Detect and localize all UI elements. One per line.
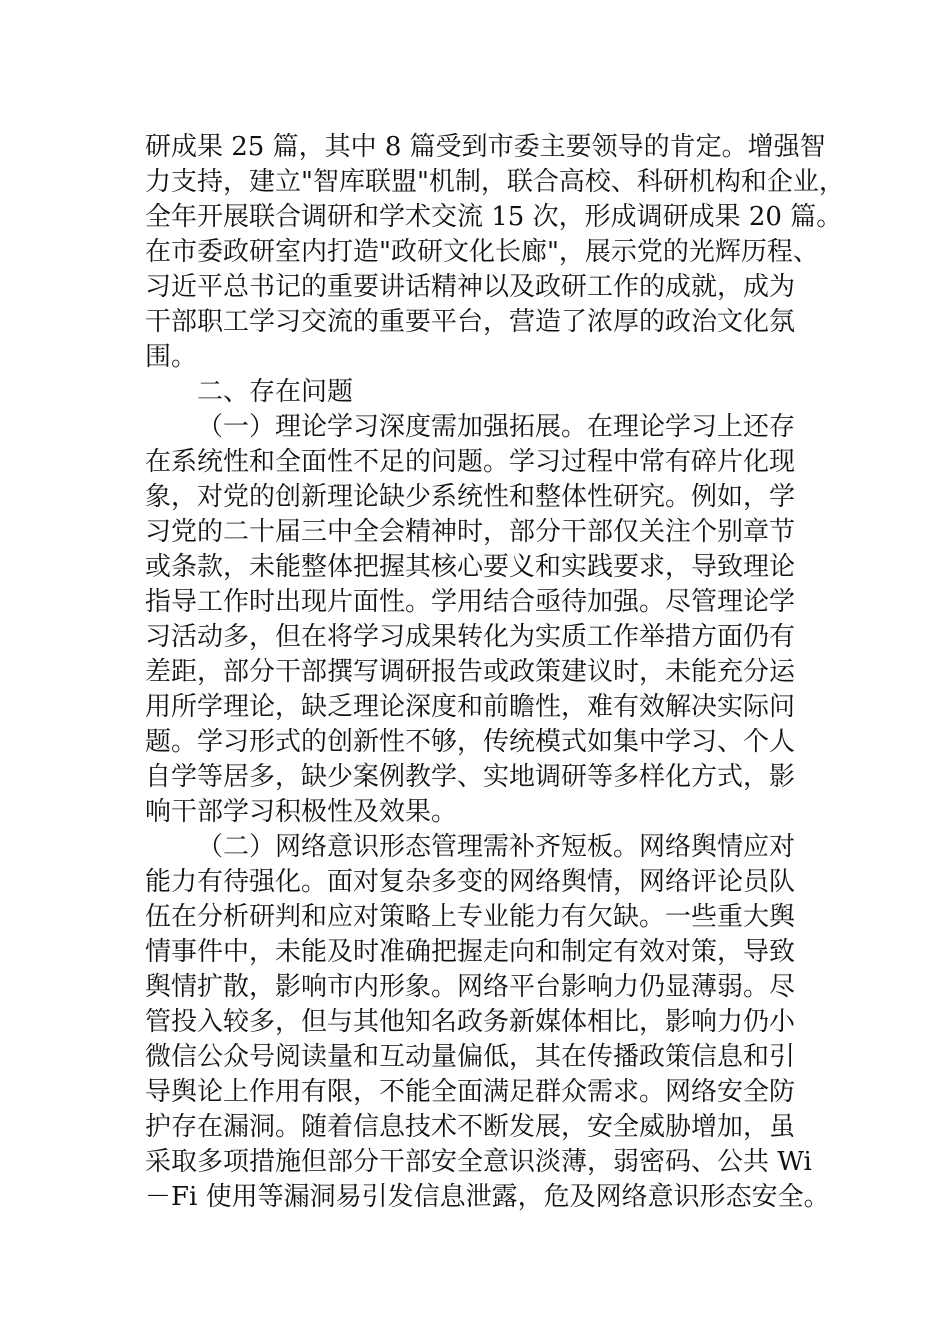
text-line: 差距，部分干部撰写调研报告或政策建议时，未能充分运 [145,657,796,687]
text-line: 自学等居多，缺少案例教学、实地调研等多样化方式，影 [145,762,796,792]
text-line: 题。学习形式的创新性不够，传统模式如集中学习、个人 [145,727,796,757]
text-line: －Fi 使用等漏洞易引发信息泄露，危及网络意识形态安全。 [145,1182,830,1212]
text-line: 指导工作时出现片面性。学用结合亟待加强。尽管理论学 [145,587,796,617]
text-line: 全年开展联合调研和学术交流 15 次，形成调研成果 20 篇。 [145,202,843,232]
text-line: 在系统性和全面性不足的问题。学习过程中常有碎片化现 [145,447,796,477]
text-line: 习党的二十届三中全会精神时，部分干部仅关注个别章节 [145,517,796,547]
text-line: 在市委政研室内打造"政研文化长廊"，展示党的光辉历程、 [145,237,819,267]
paragraph-achievements [145,130,845,375]
paragraph-network-ideology [145,830,830,1215]
text-line: 用所学理论，缺乏理论深度和前瞻性，难有效解决实际问 [145,692,796,722]
text-line: 力支持，建立"智库联盟"机制，联合高校、科研机构和企业， [145,167,845,197]
text-line: 微信公众号阅读量和互动量偏低，其在传播政策信息和引 [145,1042,796,1072]
text-line: 管投入较多，但与其他知名政务新媒体相比，影响力仍小 [145,1007,796,1037]
section-heading: 二、存在问题 [197,377,354,407]
text-line: 护存在漏洞。随着信息技术不断发展，安全威胁增加，虽 [145,1112,796,1142]
text-line: 响干部学习积极性及效果。 [145,797,458,827]
text-line: 采取多项措施但部分干部安全意识淡薄，弱密码、公共 Wi [145,1147,812,1177]
paragraph-theory-study [145,410,825,830]
text-line: 习近平总书记的重要讲话精神以及政研工作的成就，成为 [145,272,796,302]
text-line: 象，对党的创新理论缺少系统性和整体性研究。例如，学 [145,482,796,512]
text-line: 研成果 25 篇，其中 8 篇受到市委主要领导的肯定。增强智 [145,132,826,162]
text-line: 围。 [145,342,198,372]
subsection-heading-line: （二）网络意识形态管理需补齐短板。网络舆情应对 [197,832,796,862]
text-line: 导舆论上作用有限，不能全面满足群众需求。网络安全防 [145,1077,796,1107]
text-line: 习活动多，但在将学习成果转化为实质工作举措方面仍有 [145,622,796,652]
text-line: 干部职工学习交流的重要平台，营造了浓厚的政治文化氛 [145,307,796,337]
document-page [145,130,845,1215]
text-line: 情事件中，未能及时准确把握走向和制定有效对策，导致 [145,937,796,967]
text-line: 或条款，未能整体把握其核心要义和实践要求，导致理论 [145,552,796,582]
text-line: 舆情扩散，影响市内形象。网络平台影响力仍显薄弱。尽 [145,972,796,1002]
subsection-heading-line: （一）理论学习深度需加强拓展。在理论学习上还存 [197,412,796,442]
text-line: 能力有待强化。面对复杂多变的网络舆情，网络评论员队 [145,867,796,897]
text-line: 伍在分析研判和应对策略上专业能力有欠缺。一些重大舆 [145,902,796,932]
